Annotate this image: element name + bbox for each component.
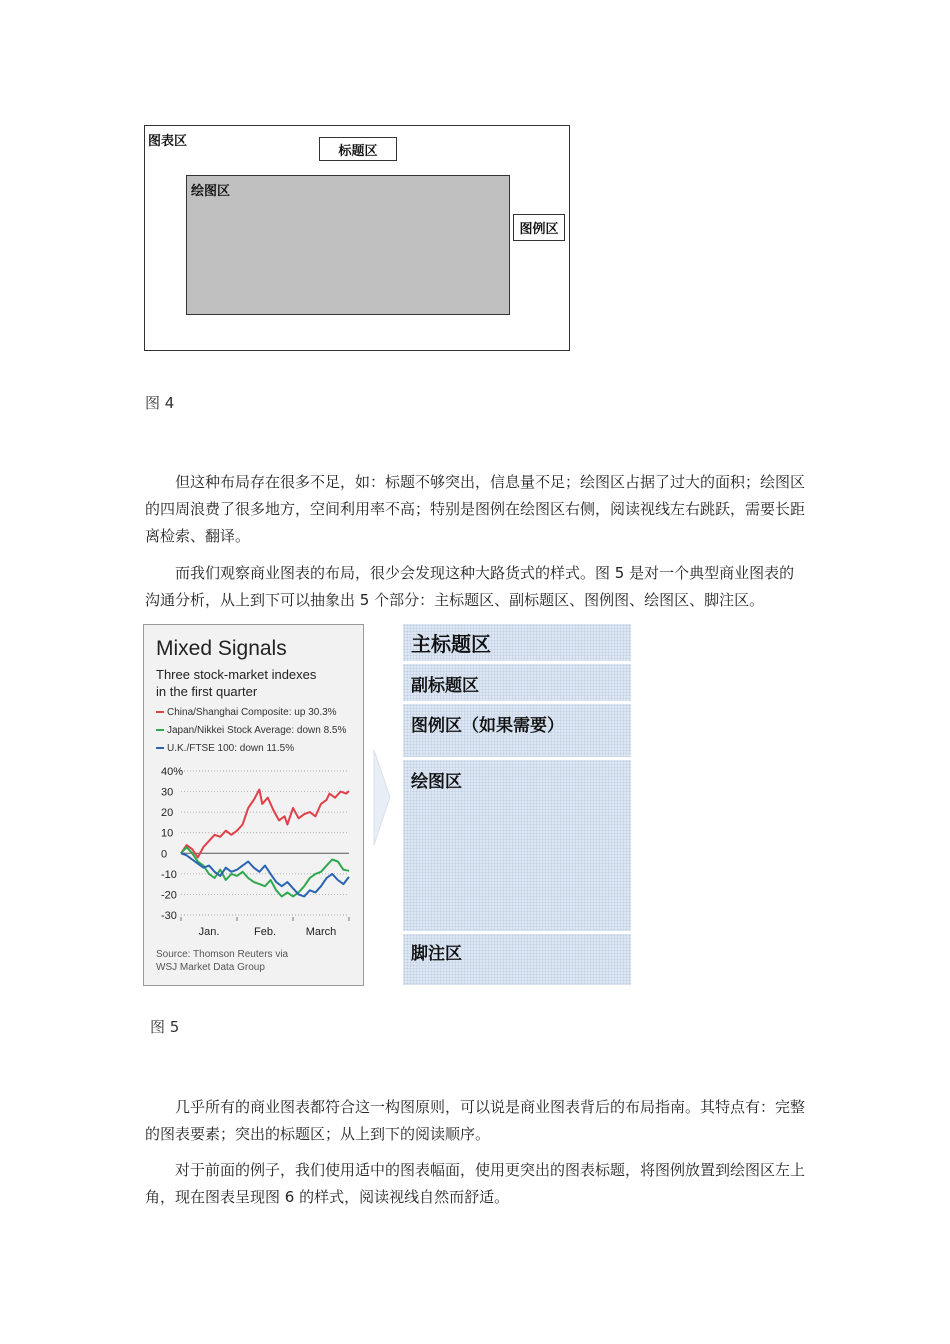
chart-source-line1: Source: Thomson Reuters via [156, 949, 289, 960]
band-subtitle [403, 664, 631, 701]
x-tick-label: March [305, 926, 337, 938]
y-tick-label: -30 [161, 910, 177, 922]
band-plot-label: 绘图区 [411, 772, 462, 792]
chart-source-line2: WSJ Market Data Group [156, 962, 265, 973]
y-tick-label: -20 [161, 889, 177, 902]
legend-swatch-japan [156, 729, 164, 731]
figure5-caption: 图 5 [150, 1018, 180, 1036]
paragraph-4: 对于前面的例子，我们使用适中的图表幅面，使用更突出的图表标题，将图例放置到绘图区左上角，现在图表呈现图 6 的样式，阅读视线自然而舒适。 [145, 1161, 806, 1206]
paragraph-2: 而我们观察商业图表的布局，很少会发现这种大路货式的样式。图 5 是对一个典型商业图表的沟通分析，从上到下可以抽象出 5 个部分：主标题区、副标题区、图例图、绘图区、脚注区。 [145, 564, 795, 609]
title-area-box [319, 137, 397, 161]
legend-text-uk: U.K./FTSE 100: down 11.5% [167, 743, 295, 754]
legend-item-uk [156, 743, 294, 754]
figure4-caption: 图 4 [145, 394, 175, 412]
chart-title: Mixed Signals [156, 637, 287, 660]
y-tick-label: -10 [161, 868, 177, 881]
arrow-right-icon [372, 750, 392, 845]
legend-text-china: China/Shanghai Composite: up 30.3% [167, 707, 337, 718]
paragraph-1: 但这种布局存在很多不足，如：标题不够突出，信息量不足；绘图区占据了过大的面积；绘图区的四周浪费了很多地方，空间利用率不高；特别是图例在绘图区右侧，阅读视线左右跳跃，需要长距离检索、翻译。 [145, 473, 806, 545]
legend-item-japan [156, 725, 346, 736]
band-subtitle-label: 副标题区 [411, 676, 479, 696]
legend-swatch-uk [156, 747, 164, 749]
band-legend [403, 704, 631, 757]
y-tick-label: 30 [161, 786, 174, 799]
chart-subtitle-line2: in the first quarter [156, 684, 258, 699]
legend-swatch-china [156, 711, 164, 713]
paragraph-3: 几乎所有的商业图表都符合这一构图原则，可以说是商业图表背后的布局指南。其特点有：完整的图表要素；突出的标题区；从上到下的阅读顺序。 [145, 1098, 806, 1143]
series-line-2 [181, 853, 349, 896]
legend-area-label: 图例区 [519, 222, 559, 237]
band-footnote-label: 脚注区 [411, 944, 462, 964]
title-area-label: 标题区 [338, 143, 378, 159]
band-main-title-label: 主标题区 [411, 632, 491, 656]
chart-subtitle-line1: Three stock-market indexes [156, 667, 317, 682]
series-line-0 [181, 790, 349, 858]
chart-area-label: 图表区 [148, 134, 188, 149]
y-tick-label: 10 [161, 827, 174, 840]
plot-area-label: 绘图区 [191, 184, 231, 199]
band-main-title [403, 624, 631, 661]
band-plot [403, 760, 631, 931]
y-tick-label: 0 [161, 848, 168, 861]
y-tick-label: 20 [161, 807, 174, 820]
band-legend-label: 图例区（如果需要） [411, 716, 564, 736]
y-tick-label: 40% [161, 766, 184, 778]
line-chart [143, 760, 364, 945]
legend-text-japan: Japan/Nikkei Stock Average: down 8.5% [167, 725, 347, 736]
band-footnote [403, 934, 631, 985]
series-line-1 [181, 847, 349, 896]
x-tick-label: Jan. [198, 926, 220, 938]
legend-area-box [513, 214, 565, 241]
plot-area-box [186, 175, 510, 315]
legend-item-china [156, 707, 337, 718]
x-tick-label: Feb. [253, 926, 277, 938]
